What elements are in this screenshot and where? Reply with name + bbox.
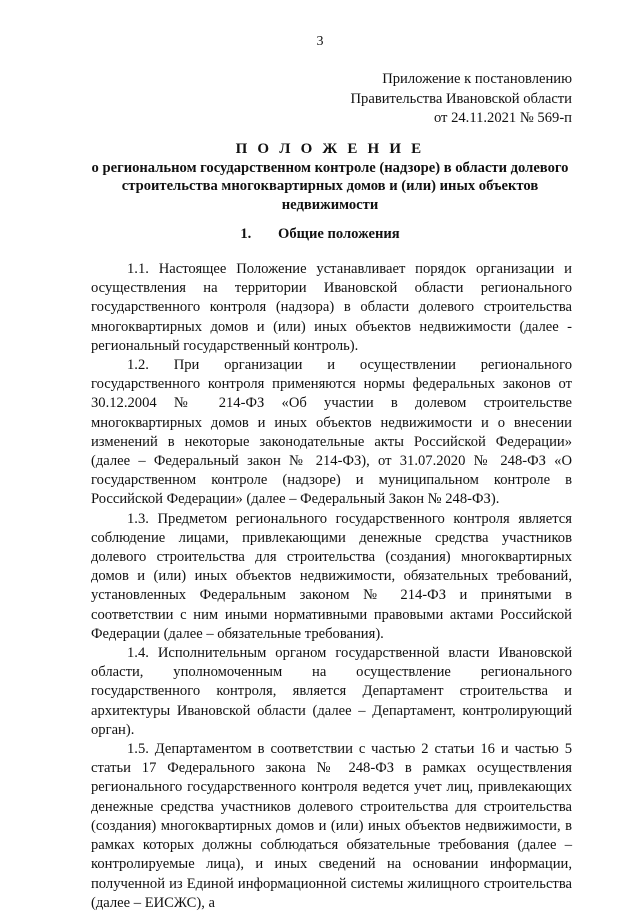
page-number: 3 (316, 34, 324, 49)
paragraph-1-3: 1.3. Предметом регионального государственного контроля является соблюдение лицами, привлекающими денежные средства участников долевого строительства для строительства (создания) многоквартирных домов и (или) иных объектов недвижимости, обязательных требований, установленных Федеральным законом № 214-ФЗ и принятыми в соответствии с ним иными нормативными правовыми актами Российской Федерации (далее – обязательные требования). (91, 510, 572, 642)
paragraph-1-2: 1.2. При организации и осуществлении регионального государственного контроля применяются нормы федеральных законов от 30.12.2004 № 214-ФЗ «Об участии в долевом строительстве многоквартирных домов и иных объектов недвижимости и о внесении изменений в некоторые законодательные акты Российской Федерации» (далее – Федеральный закон № 214-ФЗ), от 31.07.2020 № 248-ФЗ «О государственном контроле (надзоре) и муниципальном контроле в Российской Федерации» (далее – Федеральный Закон № 248-ФЗ). (91, 357, 572, 508)
body-text (91, 260, 572, 913)
appendix-reference (351, 70, 572, 129)
appendix-line-3: от 24.11.2021 № 569-п (433, 110, 572, 126)
document-heading (80, 140, 580, 214)
paragraph-1-4: 1.4. Исполнительным органом государственной власти Ивановской области, уполномоченным на осуществление регионального государственного контроля, является Департамент строительства и архитектуры Ивановской области (далее – Департамент, контролирующий орган). (91, 645, 572, 738)
section-heading (0, 226, 640, 243)
document-title: П О Л О Ж Е Н И Е (235, 141, 425, 157)
section-number: 1. (240, 226, 252, 242)
appendix-line-1: Приложение к постановлению (382, 71, 572, 87)
paragraph-1-1: 1.1. Настоящее Положение устанавливает порядок организации и осуществления на территории Ивановской области регионального государственного контроля (надзора) в области долевого строительства многоквартирных домов и (или) иных объектов недвижимости (далее - региональный государственный контроль). (91, 261, 572, 354)
document-subtitle: о региональном государственном контроле (надзоре) в области долевого строительства многоквартирных домов и (или) иных объектов недвижимости (91, 159, 569, 213)
section-title: Общие положения (277, 226, 400, 242)
paragraph-1-5: 1.5. Департаментом в соответствии с частью 2 статьи 16 и частью 5 статьи 17 Федерального закона № 248-ФЗ в рамках осуществления регионального государственного контроля ведется учет лиц, привлекающих денежные средства участников долевого строительства для строительства (создания) многоквартирных домов и (или) иных объектов недвижимости, в рамках которых должны соблюдаться обязательные требования (далее – контролируемые лица), и иных сведений на основании информации, полученной из Единой информационной системы жилищного строительства (далее – ЕИСЖС), а (91, 741, 572, 911)
appendix-line-2: Правительства Ивановской области (350, 90, 572, 107)
